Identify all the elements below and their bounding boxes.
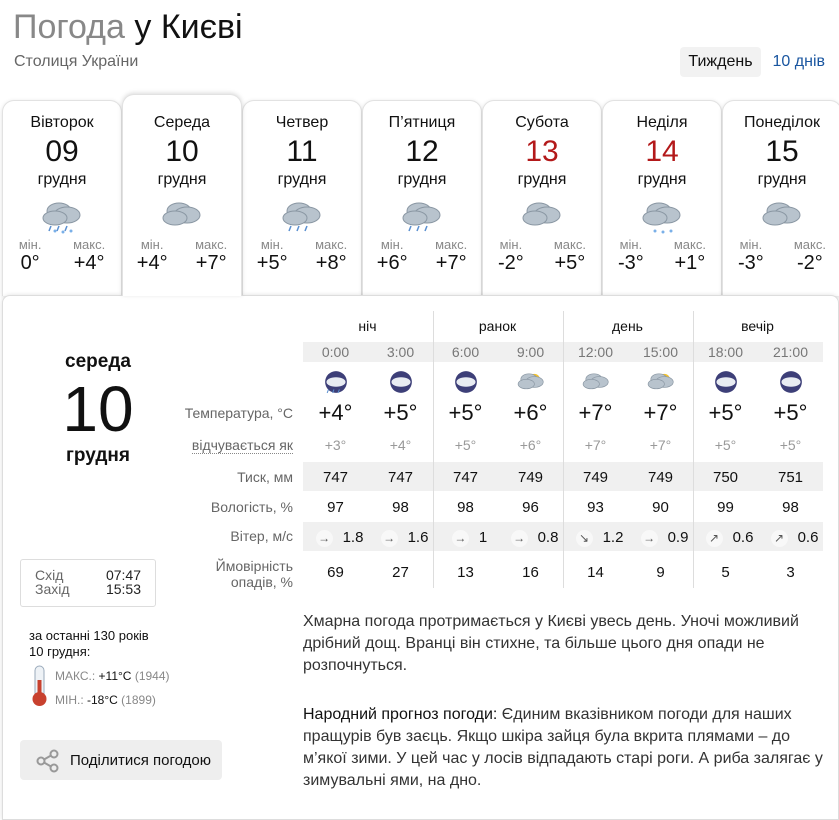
hour-temp: +5° bbox=[773, 400, 808, 425]
day-tab-2[interactable] bbox=[242, 100, 362, 296]
hour-precip: 13 bbox=[457, 564, 474, 581]
selected-day-number: 10 bbox=[62, 373, 134, 445]
page-subtitle: Столиця України bbox=[14, 53, 139, 70]
day-tab-5[interactable] bbox=[602, 100, 722, 296]
hour-temp: +7° bbox=[643, 400, 678, 425]
max-label: макс. bbox=[73, 237, 106, 252]
max-temp: +7° bbox=[195, 252, 227, 274]
day-tab-0[interactable] bbox=[2, 100, 122, 296]
max-temp: +1° bbox=[674, 252, 706, 274]
row-label-humidity: Вологість, % bbox=[210, 499, 293, 515]
day-date: 13 bbox=[525, 135, 559, 168]
hour-wind: ↗ 0.6 bbox=[762, 529, 827, 547]
hour-humidity: 93 bbox=[587, 499, 604, 516]
hour-feels: +7° bbox=[584, 437, 607, 453]
hour-wind: → 0.8 bbox=[502, 529, 567, 547]
period-label: ніч bbox=[358, 318, 377, 334]
min-label: мін. bbox=[140, 237, 164, 252]
wind-direction-icon: → bbox=[381, 530, 398, 547]
wind-direction-icon: ↗ bbox=[706, 530, 723, 547]
hour-time: 3:00 bbox=[386, 344, 415, 360]
hour-wind: ↗ 0.6 bbox=[697, 529, 762, 547]
day-tab-6[interactable] bbox=[722, 100, 839, 296]
page-title: Погода у Києві bbox=[13, 8, 243, 46]
cloud-rain-snow-icon bbox=[37, 195, 87, 235]
cloud-icon bbox=[157, 195, 207, 235]
day-month: грудня bbox=[37, 171, 87, 188]
hour-time: 12:00 bbox=[577, 344, 614, 360]
min-temp: +4° bbox=[136, 252, 168, 274]
period-label: вечір bbox=[741, 318, 774, 334]
min-temp: +5° bbox=[256, 252, 288, 274]
max-temp: +5° bbox=[554, 252, 586, 274]
hour-wind: ↘ 1.2 bbox=[567, 529, 632, 547]
weather-description: Хмарна погода протримається у Києві увесь день. Уночі можливий дрібний дощ. Вранці він стихне, та більше цього дня опади не розпочнуться. bbox=[303, 613, 799, 674]
hour-time: 15:00 bbox=[642, 344, 679, 360]
max-temp: -2° bbox=[797, 252, 823, 274]
folk-text: Єдиним вказівником погоди для наших пращурів був заєць. Якщо шкіра зайця була вкрита плямами – до м’якої зими. У цей час у лосів відпадають старі роги. А риба залягає у зимувальні ями, на дно. bbox=[303, 706, 823, 789]
day-date: 09 bbox=[45, 135, 79, 168]
period-label: ранок bbox=[478, 318, 517, 334]
hour-feels: +3° bbox=[324, 437, 347, 453]
day-month: грудня bbox=[397, 171, 447, 188]
day-month: грудня bbox=[637, 171, 687, 188]
day-month: грудня bbox=[517, 171, 567, 188]
hour-temp: +7° bbox=[578, 400, 613, 425]
min-label: мін. bbox=[260, 237, 284, 252]
wind-direction-icon: → bbox=[452, 530, 469, 547]
period-label: день bbox=[612, 318, 643, 334]
hour-pressure: 747 bbox=[322, 469, 349, 486]
min-label: мін. bbox=[619, 237, 643, 252]
night-cloud-icon bbox=[709, 368, 743, 401]
day-tab-4[interactable] bbox=[482, 100, 602, 296]
sun-times bbox=[20, 559, 156, 607]
range-switch bbox=[680, 47, 833, 77]
cloud-icon bbox=[517, 195, 567, 235]
selected-month: грудня bbox=[66, 445, 130, 466]
hour-pressure: 747 bbox=[387, 469, 414, 486]
history-line1: за останні 130 років bbox=[29, 628, 149, 643]
day-name: Субота bbox=[515, 114, 569, 131]
hour-precip: 69 bbox=[327, 564, 344, 581]
sunrise-time: 07:47 bbox=[105, 567, 141, 583]
day-date: 11 bbox=[286, 135, 318, 168]
max-temp: +7° bbox=[435, 252, 467, 274]
sunset-time: 15:53 bbox=[105, 581, 141, 597]
day-date: 14 bbox=[645, 135, 679, 168]
min-temp: -2° bbox=[498, 252, 524, 274]
hour-wind: → 1.8 bbox=[307, 529, 372, 547]
day-month: грудня bbox=[157, 171, 207, 188]
sun-cloud-icon bbox=[514, 368, 548, 401]
hour-humidity: 98 bbox=[392, 499, 409, 516]
hour-humidity: 99 bbox=[717, 499, 734, 516]
min-temp: -3° bbox=[738, 252, 764, 274]
hour-humidity: 90 bbox=[652, 499, 669, 516]
night-cloud-icon bbox=[774, 368, 808, 401]
hour-feels: +5° bbox=[714, 437, 737, 453]
min-label: мін. bbox=[499, 237, 523, 252]
cloud-rain-icon bbox=[397, 195, 447, 235]
cloud-rain-icon bbox=[277, 195, 327, 235]
hour-precip: 9 bbox=[656, 564, 665, 581]
day-date: 12 bbox=[405, 135, 439, 168]
row-label-precip1: Ймовірність bbox=[215, 558, 293, 574]
history-line2: 10 грудня: bbox=[29, 644, 91, 659]
hour-time: 18:00 bbox=[707, 344, 744, 360]
min-temp: -3° bbox=[618, 252, 644, 274]
wind-direction-icon: ↘ bbox=[576, 530, 593, 547]
selected-weekday: середа bbox=[65, 351, 131, 372]
wind-direction-icon: ↗ bbox=[771, 530, 788, 547]
min-temp: +6° bbox=[376, 252, 408, 274]
day-name: Вівторок bbox=[30, 114, 94, 131]
cloud-icon bbox=[757, 195, 807, 235]
hour-feels: +5° bbox=[454, 437, 477, 453]
hour-precip: 3 bbox=[786, 564, 795, 581]
day-tab-3[interactable] bbox=[362, 100, 482, 296]
hour-pressure: 749 bbox=[647, 469, 674, 486]
hour-temp: +5° bbox=[383, 400, 418, 425]
min-temp: 0° bbox=[20, 252, 40, 274]
hour-humidity: 98 bbox=[457, 499, 474, 516]
min-label: мін. bbox=[739, 237, 763, 252]
share-button[interactable] bbox=[20, 740, 222, 780]
history-caption bbox=[29, 628, 149, 660]
history-max: МАКС.: +11°C (1944) bbox=[55, 669, 170, 683]
max-temp: +8° bbox=[315, 252, 347, 274]
history-min: МІН.: -18°C (1899) bbox=[55, 693, 156, 707]
day-tabs bbox=[2, 100, 839, 302]
day-detail-panel bbox=[2, 295, 839, 820]
hour-precip: 5 bbox=[721, 564, 730, 581]
row-label-pressure: Тиск, мм bbox=[237, 469, 293, 485]
folk-label: Народний прогноз погоди: bbox=[303, 706, 498, 723]
hour-pressure: 750 bbox=[712, 469, 739, 486]
hour-wind: → 1 bbox=[437, 529, 502, 547]
selected-date bbox=[3, 351, 193, 467]
hour-precip: 27 bbox=[392, 564, 409, 581]
share-label: Поділитися погодою bbox=[70, 751, 212, 769]
day-tab-1[interactable] bbox=[122, 94, 242, 296]
range-week-button[interactable]: Тиждень bbox=[680, 47, 760, 77]
hour-pressure: 749 bbox=[582, 469, 609, 486]
cloud-icon bbox=[579, 368, 613, 401]
hour-time: 0:00 bbox=[321, 344, 350, 360]
range-10days-link[interactable]: 10 днів bbox=[772, 53, 825, 70]
hour-temp: +5° bbox=[708, 400, 743, 425]
day-month: грудня bbox=[757, 171, 807, 188]
hour-time: 21:00 bbox=[772, 344, 809, 360]
hour-wind: → 1.6 bbox=[372, 529, 437, 547]
hour-pressure: 751 bbox=[777, 469, 804, 486]
max-temp: +4° bbox=[73, 252, 105, 274]
thermometer-icon bbox=[29, 664, 51, 708]
max-label: макс. bbox=[793, 237, 826, 252]
max-label: макс. bbox=[553, 237, 586, 252]
share-icon bbox=[36, 749, 60, 773]
hour-time: 9:00 bbox=[516, 344, 545, 360]
row-label-temp: Температура, °C bbox=[184, 405, 293, 421]
hour-pressure: 749 bbox=[517, 469, 544, 486]
sunrise-label: Схід bbox=[35, 567, 64, 583]
hour-feels: +5° bbox=[779, 437, 802, 453]
min-label: мін. bbox=[18, 237, 42, 252]
sun-cloud-icon bbox=[644, 368, 678, 401]
hour-humidity: 97 bbox=[327, 499, 344, 516]
hour-precip: 16 bbox=[522, 564, 539, 581]
row-label-precip2: опадів, % bbox=[230, 574, 293, 590]
day-month: грудня bbox=[277, 171, 327, 188]
max-label: макс. bbox=[195, 237, 228, 252]
day-date: 10 bbox=[165, 135, 199, 168]
min-label: мін. bbox=[380, 237, 404, 252]
max-label: макс. bbox=[435, 237, 468, 252]
hour-pressure: 747 bbox=[452, 469, 479, 486]
wind-direction-icon: → bbox=[316, 530, 333, 547]
row-label-feels[interactable]: відчувається як bbox=[191, 437, 293, 453]
hour-feels: +4° bbox=[389, 437, 412, 453]
day-name: П’ятниця bbox=[388, 114, 456, 131]
wind-direction-icon: → bbox=[511, 530, 528, 547]
max-label: макс. bbox=[315, 237, 348, 252]
hour-feels: +7° bbox=[649, 437, 672, 453]
hour-temp: +5° bbox=[448, 400, 483, 425]
night-cloud-rain-icon bbox=[319, 368, 353, 401]
day-name: Понеділок bbox=[743, 114, 821, 131]
day-name: Неділя bbox=[636, 114, 688, 131]
day-date: 15 bbox=[765, 135, 799, 168]
sunset-label: Захід bbox=[35, 581, 70, 597]
night-cloud-icon bbox=[449, 368, 483, 401]
wind-direction-icon: → bbox=[641, 530, 658, 547]
night-cloud-icon bbox=[384, 368, 418, 401]
hour-temp: +4° bbox=[318, 400, 353, 425]
hour-wind: → 0.9 bbox=[632, 529, 697, 547]
hour-temp: +6° bbox=[513, 400, 548, 425]
hour-humidity: 98 bbox=[782, 499, 799, 516]
day-name: Середа bbox=[153, 114, 211, 131]
hour-humidity: 96 bbox=[522, 499, 539, 516]
hour-feels: +6° bbox=[519, 437, 542, 453]
row-label-wind: Вітер, м/с bbox=[230, 528, 293, 544]
max-label: макс. bbox=[673, 237, 706, 252]
hour-time: 6:00 bbox=[451, 344, 480, 360]
folk-forecast bbox=[303, 704, 828, 792]
hour-precip: 14 bbox=[587, 564, 604, 581]
cloud-snow-icon bbox=[637, 195, 687, 235]
day-name: Четвер bbox=[275, 114, 329, 131]
